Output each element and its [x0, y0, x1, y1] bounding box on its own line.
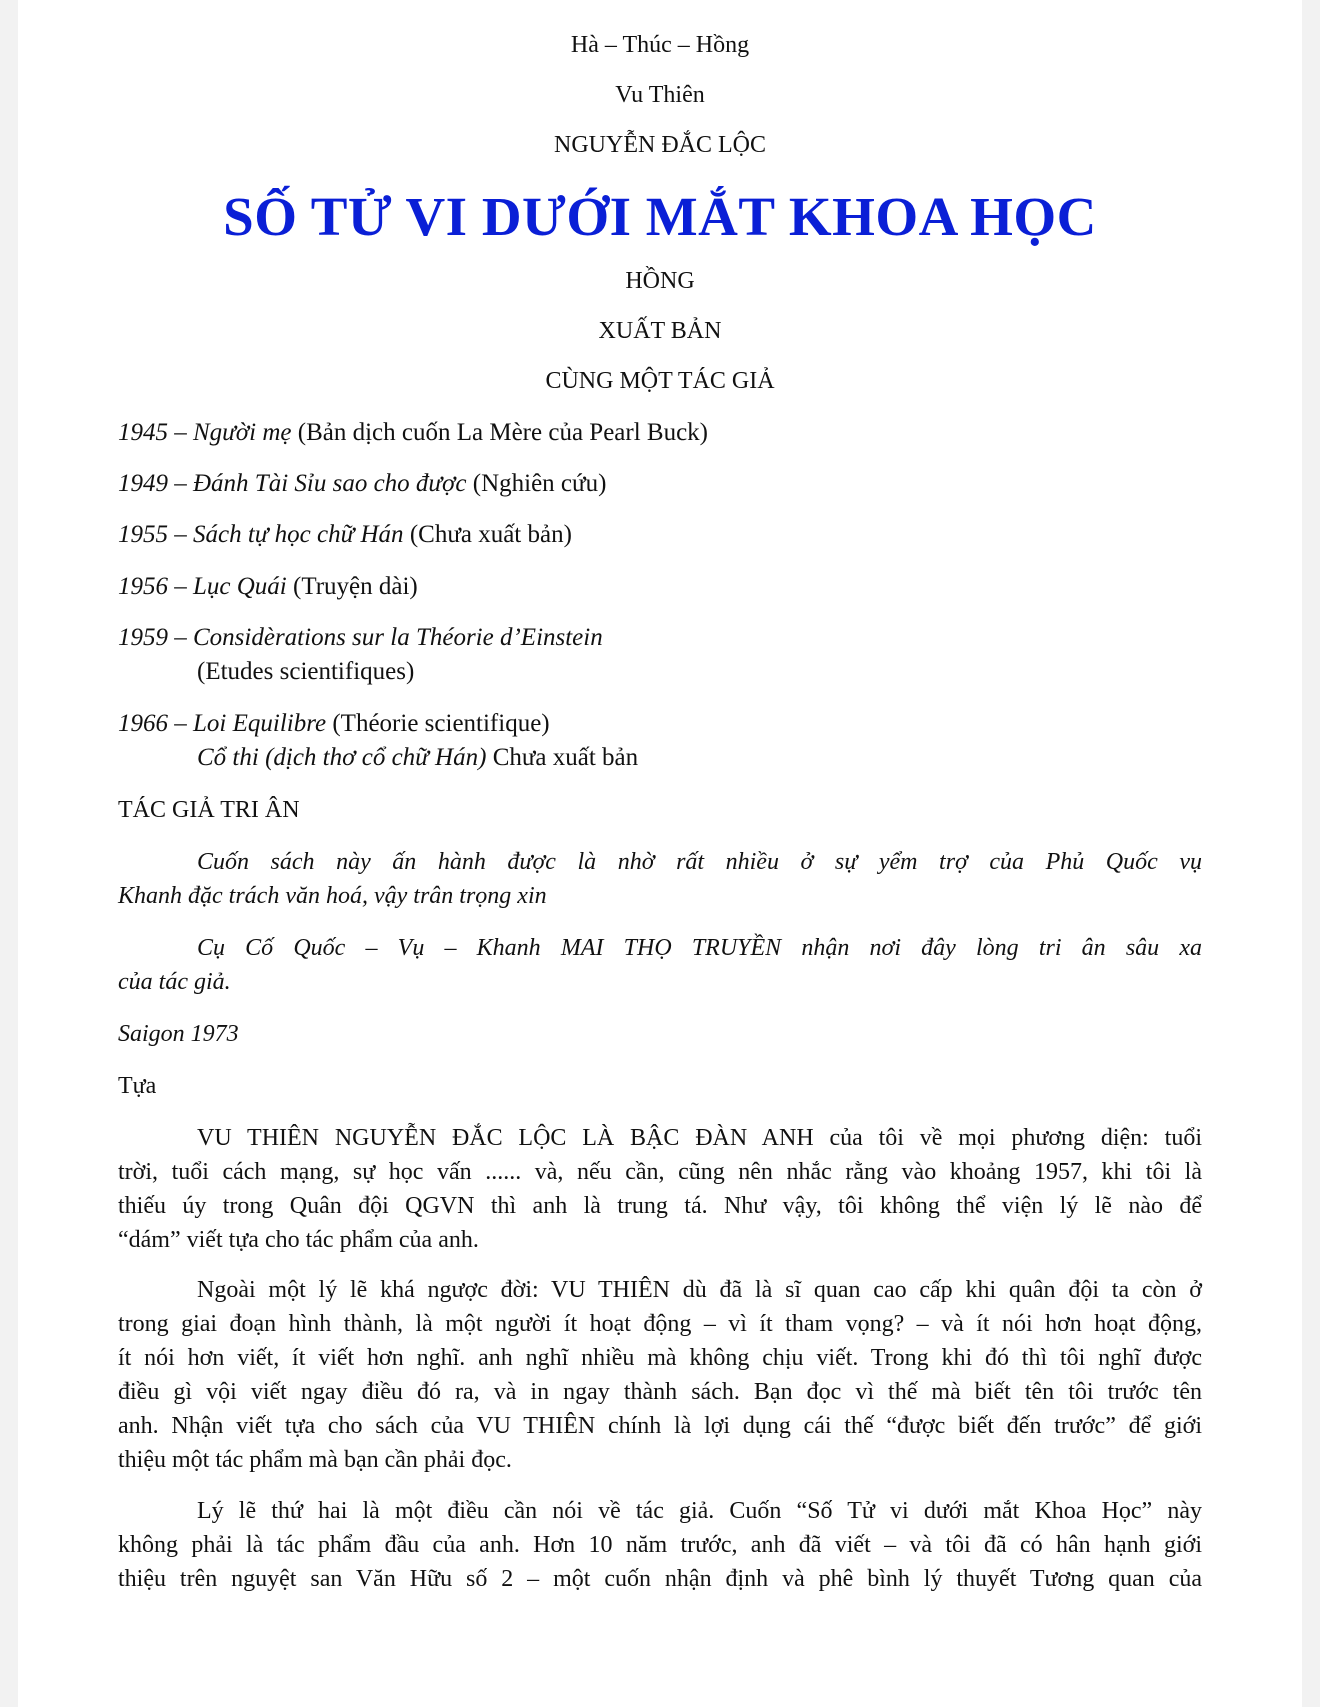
preface-line — [118, 1494, 1202, 1528]
work-year: 1966 – — [118, 710, 193, 737]
work-item — [118, 707, 1202, 741]
work-note: (Truyện dài) — [286, 573, 418, 600]
work-note: (Bản dịch cuốn La Mère của Pearl Buck) — [291, 419, 709, 446]
pen-name: Vu Thiên — [615, 82, 705, 108]
work-title: Sách tự học chữ Hán — [193, 521, 404, 548]
publish-label: XUẤT BẢN — [598, 318, 722, 344]
document-page — [18, 0, 1302, 1707]
preface-line: điều gì vội viết ngay điều đó ra, và in ngay thành sách. Bạn đọc vì thế mà biết tên tôi trước tên — [118, 1379, 1202, 1405]
work-year: 1949 – — [118, 470, 193, 497]
acknowledgement-line — [118, 845, 1202, 879]
book-title: SỐ TỬ VI DƯỚI MẮT KHOA HỌC — [223, 186, 1097, 247]
preface-line: thiếu úy trong Quân đội QGVN thì anh là trung tá. Như vậy, tôi không thể viện lý lẽ nào để — [118, 1193, 1202, 1219]
place-date: Saigon 1973 — [118, 1021, 239, 1047]
preface-heading: Tựa — [118, 1073, 157, 1099]
work-note: (Etudes scientifiques) — [197, 658, 415, 685]
acknowledgement-heading: TÁC GIẢ TRI ÂN — [118, 797, 300, 823]
work-note: (Théorie scientifique) — [326, 710, 550, 737]
work-continuation — [118, 655, 1281, 689]
preface-line — [118, 1273, 1202, 1307]
preface-line: trời, tuổi cách mạng, sự học vấn ...... và, nếu cần, cũng nên nhắc rằng vào khoảng 1957, khi tôi là — [118, 1159, 1202, 1185]
work-title: Cổ thi (dịch thơ cổ chữ Hán) — [197, 744, 487, 771]
work-note: (Chưa xuất bản) — [403, 521, 572, 548]
authors-line: Hà – Thúc – Hồng — [570, 32, 750, 58]
work-note: Chưa xuất bản — [486, 744, 639, 771]
work-title: Người mẹ — [193, 419, 292, 446]
preface-line: trong giai đoạn hình thành, là một người ít hoạt động – vì ít tham vọng? – và ít nói hơn hoạt động, — [118, 1311, 1202, 1337]
text-line: Ngoài một lý lẽ khá ngược đời: VU THIÊN dù đã là sĩ quan cao cấp khi quân đội ta còn ở — [197, 1277, 1202, 1303]
work-title: Đánh Tài Sỉu sao cho được — [193, 470, 467, 497]
work-year: 1956 – — [118, 573, 193, 600]
preface-line: anh. Nhận viết tựa cho sách của VU THIÊN chính là lợi dụng cái thế “được biết đến trước” để giới — [118, 1413, 1202, 1439]
author-name: NGUYỄN ĐẮC LỘC — [554, 132, 766, 158]
work-note: (Nghiên cứu) — [466, 470, 607, 497]
publisher: HỒNG — [625, 268, 695, 294]
work-year: 1959 – — [118, 624, 193, 651]
work-item — [118, 518, 1202, 552]
preface-line: “dám” viết tựa cho tác phẩm của anh. — [118, 1227, 479, 1253]
work-continuation — [118, 741, 1281, 775]
work-item — [118, 416, 1202, 450]
acknowledgement-line: của tác giả. — [118, 969, 231, 995]
text-line: VU THIÊN NGUYỄN ĐẮC LỘC LÀ BẬC ĐÀN ANH của tôi về mọi phương diện: tuổi — [197, 1125, 1202, 1151]
preface-line: không phải là tác phẩm đầu của anh. Hơn 10 năm trước, anh đã viết – và tôi đã có hân hạnh giới — [118, 1532, 1202, 1558]
preface-line: ít nói hơn viết, ít viết hơn nghĩ. anh nghĩ nhiều mà không chịu viết. Trong khi đó thì tôi nghĩ được — [118, 1345, 1202, 1371]
same-author-heading: CÙNG MỘT TÁC GIẢ — [545, 368, 775, 394]
work-title: Loi Equilibre — [193, 710, 327, 737]
work-year: 1945 – — [118, 419, 193, 446]
work-item — [118, 621, 1202, 655]
work-year: 1955 – — [118, 521, 193, 548]
text-line: Cuốn sách này ấn hành được là nhờ rất nhiều ở sự yểm trợ của Phủ Quốc vụ — [197, 849, 1202, 875]
work-title: Lục Quái — [193, 573, 287, 600]
work-title: Considèrations sur la Théorie d’Einstein — [193, 624, 603, 651]
preface-line: thiệu một tác phẩm mà bạn cần phải đọc. — [118, 1447, 512, 1473]
work-item — [118, 570, 1202, 604]
acknowledgement-line: Khanh đặc trách văn hoá, vậy trân trọng xin — [118, 883, 547, 909]
text-line: Lý lẽ thứ hai là một điều cần nói về tác giả. Cuốn “Số Tử vi dưới mắt Khoa Học” này — [197, 1498, 1202, 1524]
text-line: Cụ Cố Quốc – Vụ – Khanh MAI THỌ TRUYỀN nhận nơi đây lòng tri ân sâu xa — [197, 935, 1202, 961]
work-item — [118, 467, 1202, 501]
preface-line — [118, 1121, 1202, 1155]
preface-line: thiệu trên nguyệt san Văn Hữu số 2 – một cuốn nhận định và phê bình lý thuyết Tương quan của — [118, 1566, 1202, 1592]
acknowledgement-line — [118, 931, 1202, 965]
